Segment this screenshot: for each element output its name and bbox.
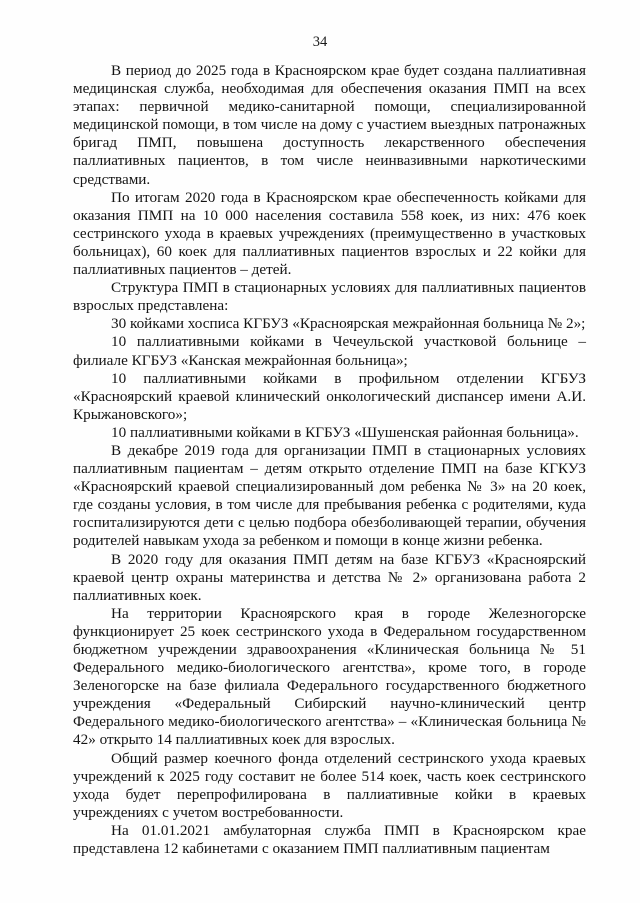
paragraph: На территории Красноярского края в городе Железногорске функционирует 25 коек сестринского ухода в Федеральном государственном бюджетном учреждении здравоохранения «Клиническая больница № 51 Федерального медико-биологического агентства», кроме того, в городе Зеленогорске на базе филиала Федерального государственного бюджетного учреждения «Федеральный Сибирский научно-клинический центр Федерального медико-биологического агентства» – «Клиническая больница № 42» открыто 14 паллиативных коек для взрослых.: [73, 604, 586, 749]
paragraph: 10 паллиативными койками в Чечеульской участковой больнице – филиале КГБУЗ «Канская межрайонная больница»;: [73, 333, 586, 369]
paragraph: Структура ПМП в стационарных условиях для паллиативных пациентов взрослых представлена:: [73, 279, 586, 315]
paragraph: 10 паллиативными койками в профильном отделении КГБУЗ «Красноярский краевой клинический онкологический диспансер имени А.И. Крыжановского»;: [73, 369, 586, 423]
paragraph: 30 койками хосписа КГБУЗ «Красноярская межрайонная больница № 2»;: [111, 315, 586, 333]
paragraph: 10 паллиативными койками в КГБУЗ «Шушенская районная больница».: [111, 423, 579, 441]
document-body: [73, 62, 586, 858]
paragraph: Общий размер коечного фонда отделений сестринского ухода краевых учреждений к 2025 году составит не более 514 коек, часть коек сестринского ухода будет перепрофилирована в паллиативные койки в краевых учреждениях с учетом востребованности.: [73, 749, 586, 821]
page-number: 34: [312, 34, 328, 50]
paragraph: В 2020 году для оказания ПМП детям на базе КГБУЗ «Красноярский краевой центр охраны материнства и детства № 2» организована работа 2 паллиативных коек.: [73, 550, 586, 604]
paragraph: В период до 2025 года в Красноярском крае будет создана паллиативная медицинская служба, необходимая для обеспечения оказания ПМП на всех этапах: первичной медико-санитарной помощи, специализированной медицинской помощи, в том числе на дому с участием выездных патронажных бригад ПМП, повышена доступность лекарственного обеспечения паллиативных пациентов, в том числе неинвазивными наркотическими средствами.: [73, 62, 586, 188]
paragraph: По итогам 2020 года в Красноярском крае обеспеченность койками для оказания ПМП на 10 000 населения составила 558 коек, из них: 476 коек сестринского ухода в краевых учреждениях (преимущественно в участковых больницах), 60 коек для паллиативных пациентов взрослых и 22 койки для паллиативных пациентов – детей.: [73, 188, 586, 279]
paragraph: В декабре 2019 года для организации ПМП в стационарных условиях паллиативным пациентам – детям открыто отделение ПМП на базе КГКУЗ «Красноярский краевой специализированный дом ребенка № 3» на 20 коек, где созданы условия, в том числе для пребывания ребенка с родителями, куда госпитализируются дети с целью подбора обезболивающей терапии, обучения родителей навыкам ухода за ребенком и помощи в конце жизни ребенка.: [73, 441, 586, 550]
paragraph: На 01.01.2021 амбулаторная служба ПМП в Красноярском крае представлена 12 кабинетами с оказанием ПМП паллиативным пациентам: [73, 821, 586, 858]
